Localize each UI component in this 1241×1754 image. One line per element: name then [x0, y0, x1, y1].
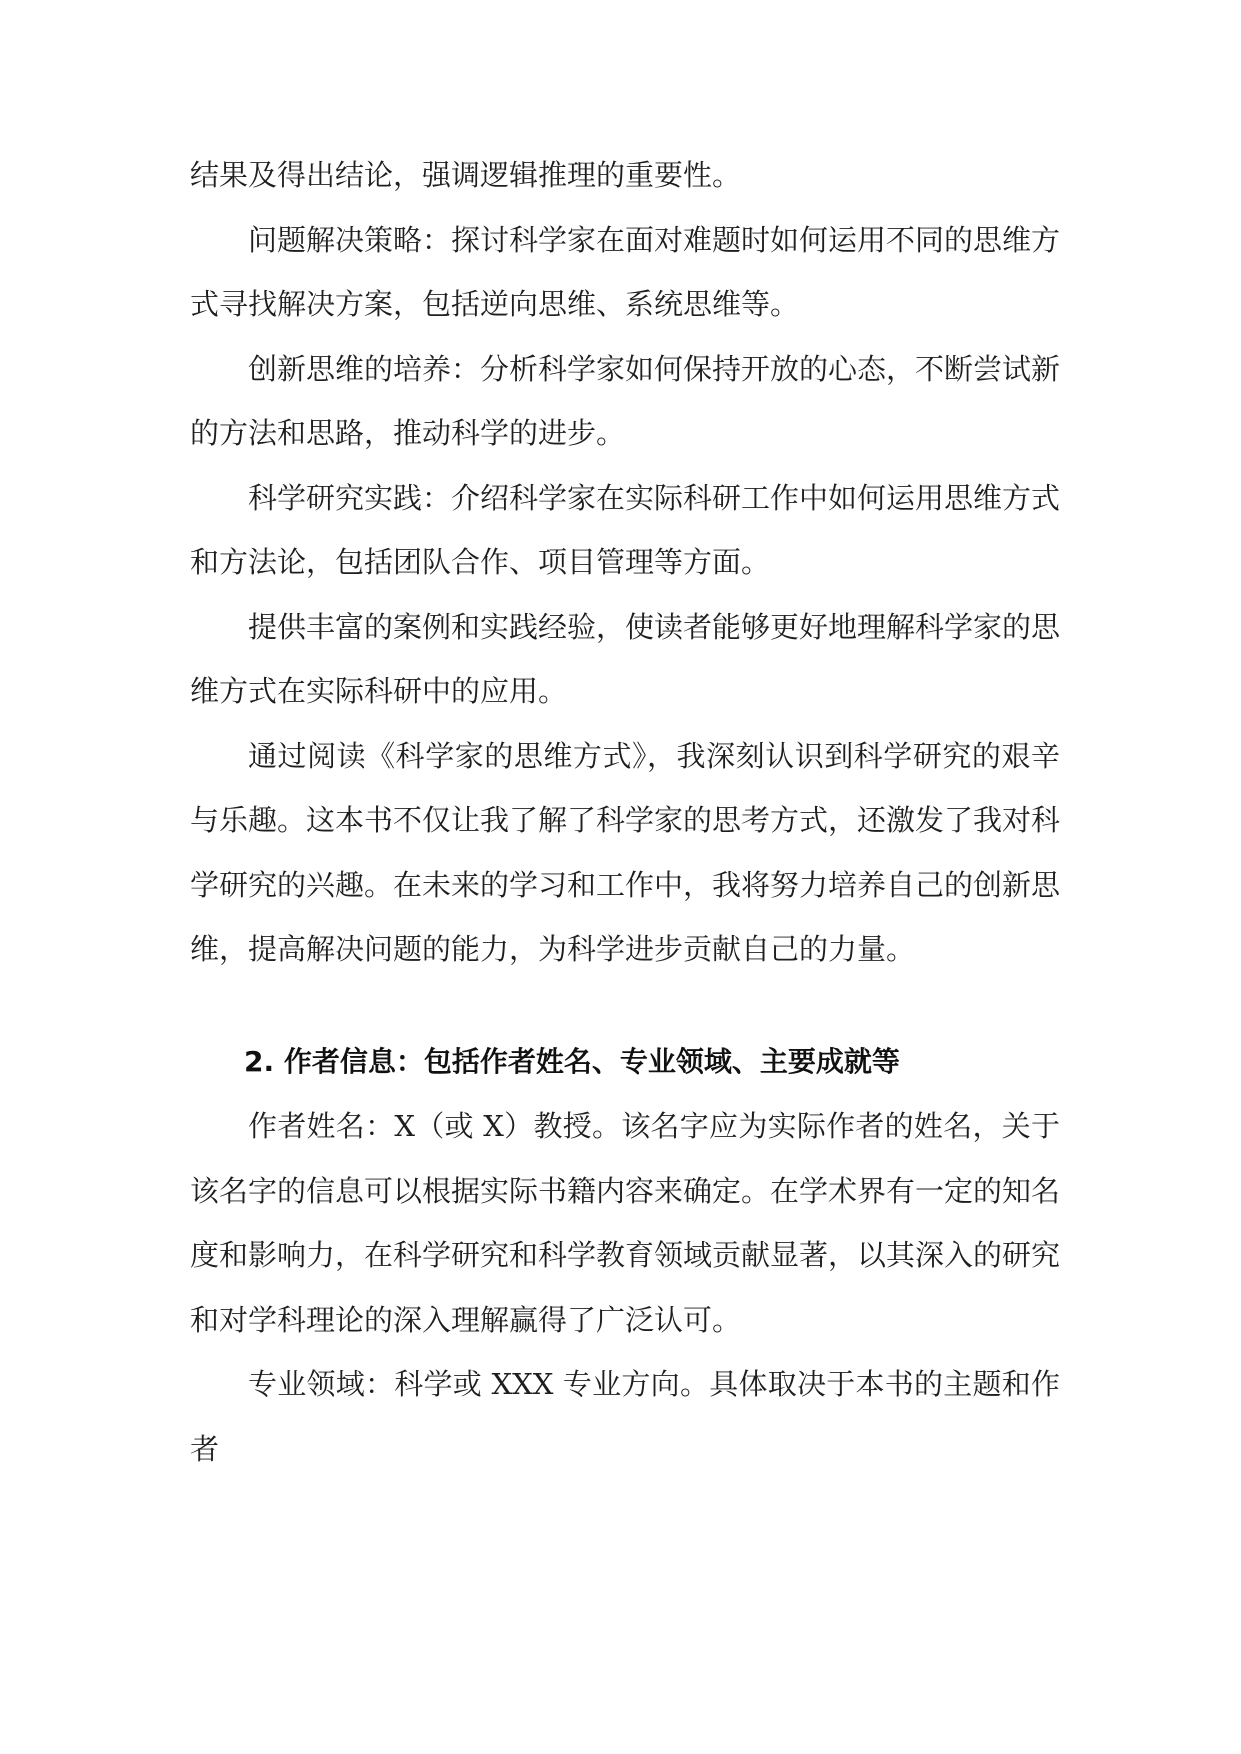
paragraph-innovation: 创新思维的培养：分析科学家如何保持开放的心态，不断尝试新的方法和思路，推动科学的进步。: [190, 351, 1061, 450]
document-page: [190, 143, 1060, 1481]
paragraph-author-name: 作者姓名：X（或 X）教授。该名字应为实际作者的姓名，关于该名字的信息可以根据实际书籍内容来确定。在学术界有一定的知名度和影响力，在科学研究和科学教育领域贡献显著，以其深入的研究和对学科理论的深入理解赢得了广泛认可。: [190, 1109, 1061, 1337]
paragraph-field: 专业领域：科学或 XXX 专业方向。具体取决于本书的主题和作者: [190, 1367, 1060, 1466]
paragraph-continuation: 结果及得出结论，强调逻辑推理的重要性。: [190, 158, 742, 192]
section-heading: 2. 作者信息：包括作者姓名、专业领域、主要成就等: [244, 1044, 900, 1078]
paragraph-research-practice: 科学研究实践：介绍科学家在实际科研工作中如何运用思维方式和方法论，包括团队合作、项目管理等方面。: [190, 480, 1061, 579]
paragraph-cases: 提供丰富的案例和实践经验，使读者能够更好地理解科学家的思维方式在实际科研中的应用。: [190, 609, 1061, 708]
paragraph-reflection: 通过阅读《科学家的思维方式》，我深刻认识到科学研究的艰辛与乐趣。这本书不仅让我了解了科学家的思考方式，还激发了我对科学研究的兴趣。在未来的学习和工作中，我将努力培养自己的创新思维，提高解决问题的能力，为科学进步贡献自己的力量。: [190, 738, 1061, 966]
paragraph-problem-solving: 问题解决策略：探讨科学家在面对难题时如何运用不同的思维方式寻找解决方案，包括逆向思维、系统思维等。: [190, 222, 1061, 321]
